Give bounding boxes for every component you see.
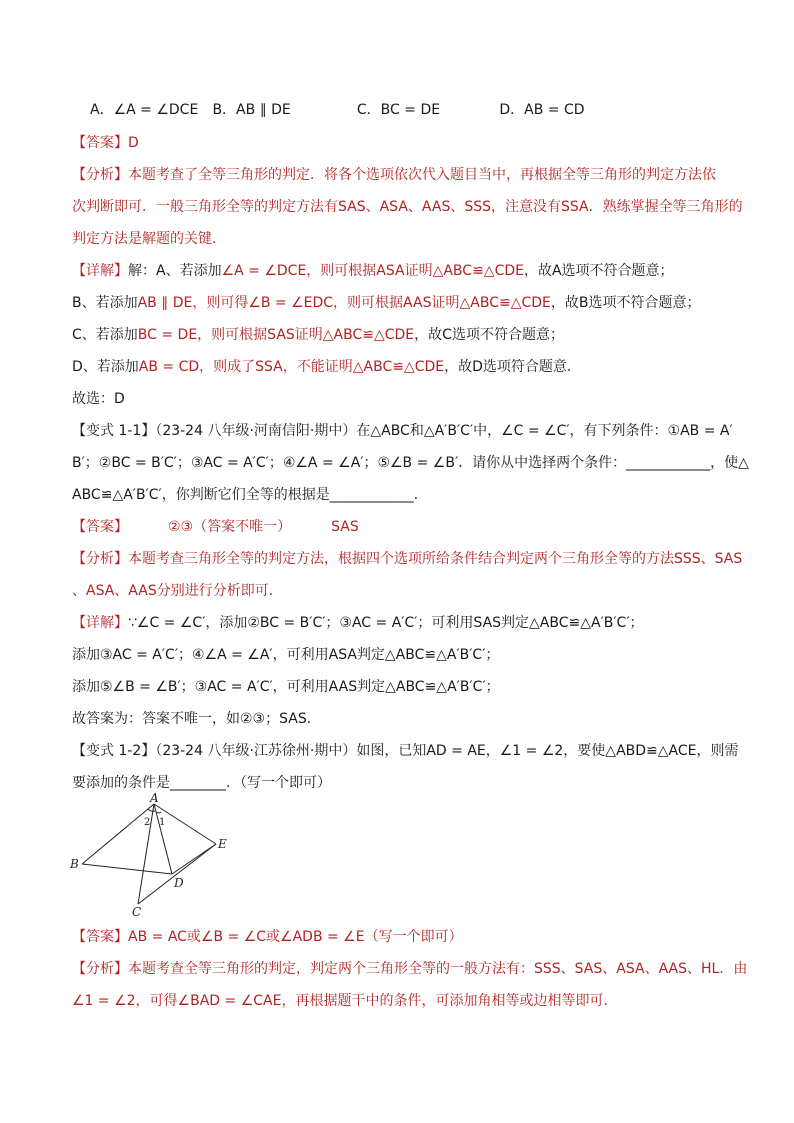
choose-line: 故选：D — [72, 391, 125, 407]
analysis-text: 本题考查三角形全等的判定方法，根据四个选项所给条件结合判定两个三角形全等的方法SSS、SAS — [128, 551, 743, 567]
analysis-line-2: 次判断即可．一般三角形全等的判定方法有SAS、ASA、AAS、SSS，注意没有SSA．熟练掌握全等三角形的 — [72, 199, 743, 215]
answer-line — [72, 517, 732, 537]
answer-tag: 【答案】 — [72, 519, 128, 535]
detail-text: ，故C选项不符合题意； — [414, 327, 564, 343]
detail-text: B、若添加 — [72, 295, 138, 311]
answer-value: AB = AC或∠B = ∠C或∠ADB = ∠E（写一个即可） — [128, 929, 463, 945]
conclusion-line: 故答案为：答案不唯一，如②③；SAS． — [72, 711, 321, 727]
detail-text: ，故D选项符合题意. — [444, 359, 572, 375]
answer-tag: 【答案】 — [72, 135, 128, 151]
vertex-e-label: E — [218, 837, 227, 851]
detail-line-3 — [72, 325, 732, 345]
analysis-tag: 【分析】 — [72, 961, 128, 977]
detail-highlight: AB = CD，则成了SSA，不能证明△ABC≌△CDE — [138, 359, 445, 375]
question-1-2-line-1: 【变式 1-2】（23-24 八年级·江苏徐州·期中）如图，已知AD = AE，∠1 = ∠2，要使△ABD≌△ACE，则需 — [72, 743, 739, 759]
analysis-text: 本题考查了全等三角形的判定．将各个选项依次代入题目当中，再根据全等三角形的判定方法依 — [128, 167, 716, 183]
analysis-text: 本题考查全等三角形的判定，判定两个三角形全等的一般方法有：SSS、SAS、ASA、AAS、HL．由 — [128, 961, 748, 977]
detail-line-2: 添加③AC = A′C′；④∠A = ∠A′，可利用ASA判定△ABC≌△A′B′C′； — [72, 647, 500, 663]
detail-line-1 — [72, 261, 732, 281]
analysis-tag: 【分析】 — [72, 551, 128, 567]
detail-line-3: 添加⑤∠B = ∠B′；③AC = A′C′，可利用AAS判定△ABC≌△A′B′C′； — [72, 679, 500, 695]
analysis-line-3: 判定方法是解题的关键． — [72, 231, 226, 247]
option-b: B．AB ∥ DE — [212, 102, 291, 118]
triangle-figure — [60, 792, 250, 922]
detail-text: ∵∠C = ∠C′，添加②BC = B′C′；③AC = A′C′；可利用SAS判定△ABC≌△A′B′C′； — [128, 615, 644, 631]
analysis-line-2: ∠1 = ∠2，可得∠BAD = ∠CAE，再根据题干中的条件，可添加角相等或边相等即可． — [72, 993, 618, 1009]
question-1-2-line-2: 要添加的条件是________．（写一个即可） — [72, 775, 331, 791]
analysis-line-1 — [72, 549, 743, 569]
vertex-c-label: C — [132, 905, 142, 919]
answer-tag: 【答案】 — [72, 929, 128, 945]
answer-value: ②③（答案不唯一） — [168, 519, 292, 535]
detail-highlight: BC = DE，则可根据SAS证明△ABC≌△CDE — [137, 327, 415, 343]
vertex-b-label: B — [70, 857, 79, 871]
angle-2-label: 2 — [144, 817, 151, 828]
answer-line — [72, 133, 732, 153]
answer-value: D — [128, 135, 139, 151]
vertex-a-label: A — [150, 792, 159, 805]
question-1-1-line-2: B′；②BC = B′C′；③AC = A′C′；④∠A = ∠A′；⑤∠B = ∠B′．请你从中选择两个条件：____________，使△ — [72, 455, 749, 471]
detail-tag: 【详解】 — [72, 615, 128, 631]
detail-tag: 【详解】 — [72, 263, 128, 279]
option-d: D．AB = CD — [499, 102, 585, 118]
analysis-line-1 — [72, 165, 732, 185]
analysis-tag: 【分析】 — [72, 167, 128, 183]
angle-1-label: 1 — [159, 817, 166, 828]
analysis-line-1 — [72, 959, 748, 979]
option-a: A．∠A = ∠DCE — [90, 102, 199, 118]
question-1-1-line-1: 【变式 1-1】（23-24 八年级·河南信阳·期中）在△ABC和△A′B′C′中，∠C = ∠C′，有下列条件：①AB = A′ — [72, 423, 733, 439]
answer-line — [72, 927, 732, 947]
vertex-d-label: D — [174, 876, 184, 890]
detail-text: ，故A选项不符合题意； — [523, 263, 674, 279]
detail-highlight: ∠A = ∠DCE，则可根据ASA证明△ABC≌△CDE — [221, 263, 524, 279]
option-c: C．BC = DE — [356, 102, 441, 118]
detail-text: D、若添加 — [72, 359, 139, 375]
detail-text: ，故B选项不符合题意； — [550, 295, 701, 311]
detail-line-1 — [72, 613, 732, 633]
detail-text: 解：A、若添加 — [128, 263, 222, 279]
question-1-1-line-3: ABC≌△A′B′C′，你判断它们全等的根据是____________． — [72, 487, 428, 503]
detail-highlight: AB ∥ DE，则可得∠B = ∠EDC，则可根据AAS证明△ABC≌△CDE — [137, 295, 551, 311]
detail-line-2 — [72, 293, 732, 313]
detail-line-4 — [72, 357, 732, 377]
answer-options — [90, 100, 750, 120]
analysis-line-2: 、ASA、AAS分别进行分析即可． — [72, 583, 283, 599]
detail-text: C、若添加 — [72, 327, 138, 343]
answer-value: SAS — [331, 519, 359, 535]
